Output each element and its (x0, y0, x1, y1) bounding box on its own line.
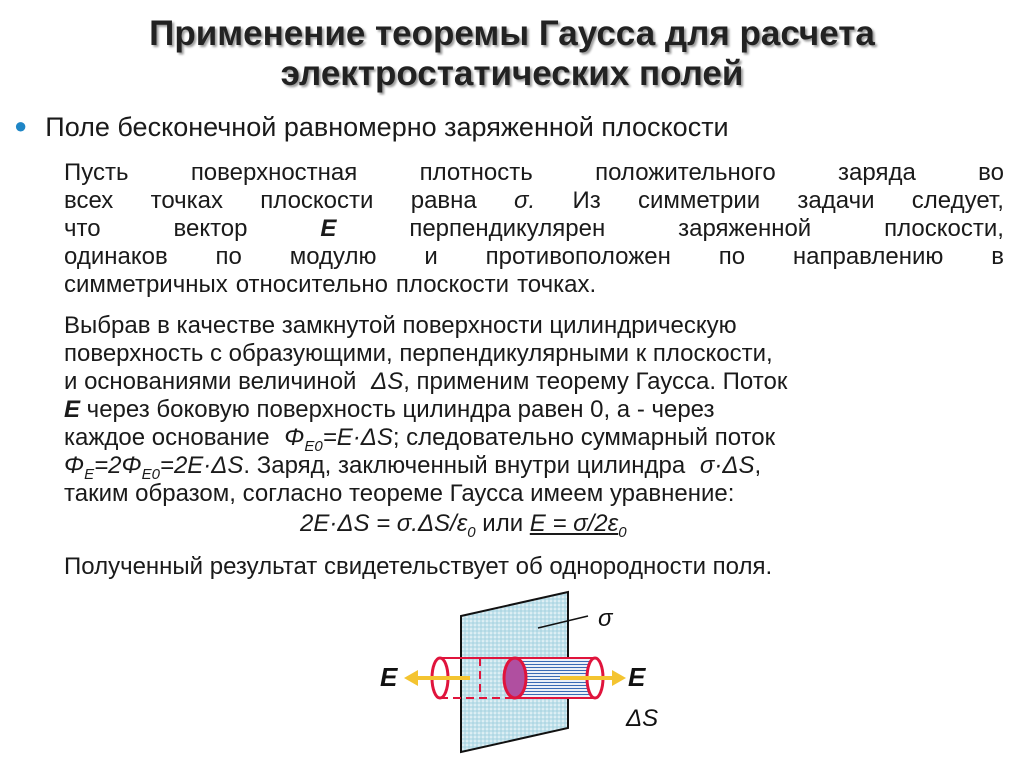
slide-title (0, 14, 1024, 94)
word: во (978, 159, 1004, 186)
bullet-text: Поле бесконечной равномерно заряженной плоскости (45, 112, 729, 142)
text: , (754, 452, 762, 479)
text: поверхность с образующими, перпендикулярными к плоскости, (64, 340, 773, 367)
word: плотность (419, 159, 533, 186)
word: Из (572, 187, 601, 214)
word: поверхностная (190, 159, 358, 186)
subscript: E0 (141, 465, 160, 483)
word: относительно (235, 271, 388, 298)
word: в (991, 243, 1004, 270)
paragraph-2 (64, 312, 1004, 508)
word: противоположен (485, 243, 671, 270)
word: направлению (792, 243, 944, 270)
p2-line (64, 452, 1004, 483)
formula-text: =2E·ΔS (159, 452, 244, 479)
text: через боковую поверхность цилиндра равен 0, а - через (80, 396, 715, 423)
bullet-dot-icon: ● (14, 113, 28, 138)
flux-symbol: Φ (64, 452, 85, 479)
formula-text: =2Φ (94, 452, 142, 479)
p1-line (64, 243, 1004, 271)
vector-e-symbol: E (320, 215, 337, 242)
text: Полученный результат свидетельствует об однородности поля. (64, 553, 773, 580)
sigma-label: σ (598, 605, 613, 632)
formula-text: =E·ΔS (322, 424, 393, 451)
word: по (215, 243, 242, 270)
word: положительного (595, 159, 776, 186)
word: модулю (289, 243, 377, 270)
subscript: 0 (467, 523, 476, 541)
formula-part-b: E = σ/2ε (529, 510, 619, 537)
word: и (424, 243, 438, 270)
flux-symbol: Φ (284, 424, 305, 451)
title-line-2: электростатических полей (280, 54, 744, 93)
p1-line (64, 215, 1004, 243)
word: плоскости (395, 271, 510, 298)
sigma-symbol: σ. (514, 187, 536, 214)
conclusion-line (64, 553, 1004, 581)
word: Пусть (64, 159, 129, 186)
formula (300, 509, 627, 539)
cylinder-middle-section (504, 658, 526, 698)
p2-line (64, 424, 1004, 455)
word: всех (64, 187, 114, 214)
p1-line (64, 271, 1004, 299)
p2-line (64, 480, 1004, 508)
word: плоскости, (884, 215, 1004, 242)
formula-text: σ·ΔS (699, 452, 755, 479)
delta-s-label: ΔS (626, 705, 659, 732)
word: задачи (797, 187, 875, 214)
text: Выбрав в качестве замкнутой поверхности цилиндрическую (64, 312, 737, 339)
text: . Заряд, заключенный внутри цилиндра (243, 452, 692, 479)
p2-line (64, 396, 1004, 424)
word: равна (410, 187, 477, 214)
gauss-cylinder-diagram (370, 588, 700, 760)
word: точках (150, 187, 224, 214)
text: каждое основание (64, 424, 277, 451)
word: одинаков (64, 243, 168, 270)
word: точках. (517, 271, 597, 298)
formula-connector: или (475, 510, 530, 537)
subscript: E0 (304, 437, 323, 455)
word: плоскости (260, 187, 374, 214)
bullet-heading (14, 110, 729, 146)
arrow-right-icon (612, 670, 626, 686)
p2-line (64, 340, 1004, 368)
word: вектор (173, 215, 248, 242)
word: симметричных (64, 271, 228, 298)
word: заряда (838, 159, 916, 186)
title-line-1: Применение теоремы Гаусса для расчета (149, 14, 875, 53)
delta-s-symbol: ΔS (371, 368, 404, 395)
text: таким образом, согласно теореме Гаусса имеем уравнение: (64, 480, 735, 507)
word: перпендикулярен (409, 215, 606, 242)
text: и основаниями величиной (64, 368, 364, 395)
text: , применим теорему Гаусса. Поток (403, 368, 788, 395)
p1-line (64, 159, 1004, 187)
word: заряженной (678, 215, 812, 242)
e-right-label: E (628, 662, 646, 692)
paragraph-1 (64, 159, 1004, 299)
arrow-left-icon (404, 670, 418, 686)
word: следует, (911, 187, 1004, 214)
subscript: 0 (618, 523, 627, 541)
text: ; следовательно суммарный поток (392, 424, 776, 451)
p1-line (64, 187, 1004, 215)
p2-line (64, 368, 1004, 396)
subscript: E (84, 465, 95, 483)
p2-line (64, 312, 1004, 340)
e-left-label: E (380, 662, 398, 692)
formula-part-a: 2E·ΔS = σ.ΔS/ε (300, 510, 468, 537)
word: по (718, 243, 746, 270)
word: что (64, 215, 101, 242)
conclusion (64, 553, 1004, 581)
vector-e-symbol: E (64, 396, 81, 423)
word: симметрии (638, 187, 761, 214)
